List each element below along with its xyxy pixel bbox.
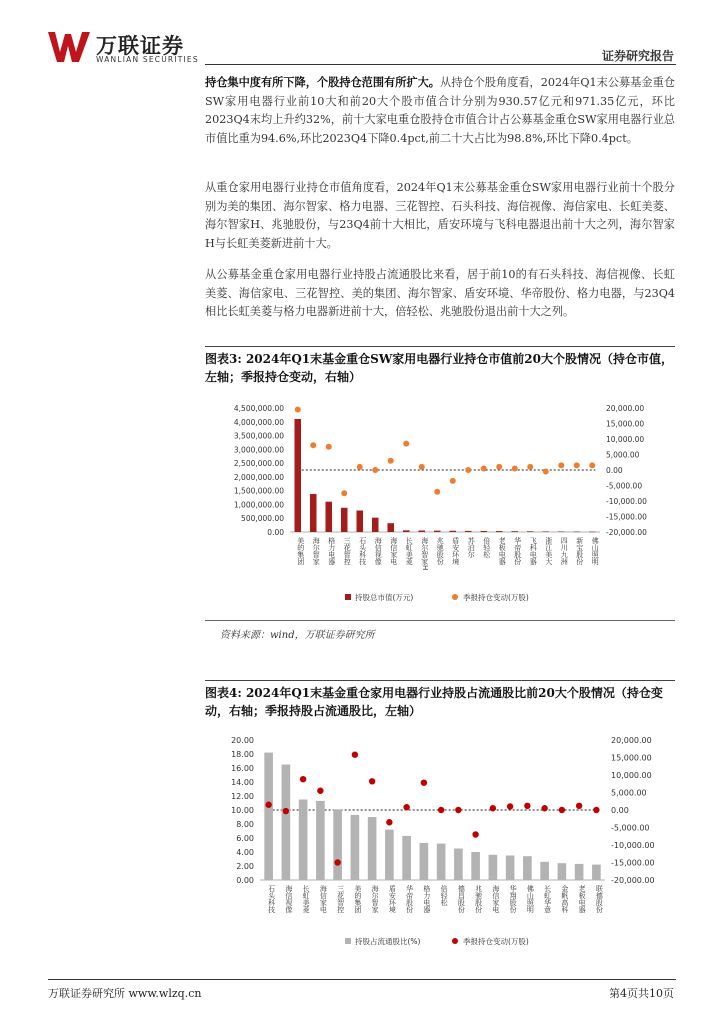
bar — [573, 532, 580, 533]
bar — [372, 518, 379, 532]
category-label: 兆驰股份 — [436, 537, 445, 565]
right-axis-tick-label: -10,000.00 — [606, 497, 647, 506]
bar — [558, 532, 565, 533]
bar — [496, 531, 503, 532]
paragraph-lead-bold: 持仓集中度有所下降，个股持仓范围有所扩大。 — [205, 75, 440, 89]
right-axis-tick-label: -10,000.00 — [611, 841, 655, 850]
bar — [403, 530, 410, 532]
bar — [465, 531, 472, 532]
bar — [437, 844, 446, 880]
paragraph-market-value: 从重仓家用电器行业持仓市值角度看，2024年Q1末公募基金重仓SW家用电器行业前十个股分别为美的集团、海尔智家、格力电器、三花智控、石头科技、海信视像、海信家电、长虹美菱、海尔智家H、兆驰股份，与23Q4前十大相比，盾安环境与飞科电器退出前十大之列，海尔智家H与长虹美菱新进前十大。 — [205, 181, 675, 250]
right-axis-tick-label: 15,000.00 — [611, 753, 652, 763]
bar — [418, 530, 425, 532]
scatter-point — [438, 807, 444, 813]
legend-bar-swatch — [345, 938, 351, 944]
category-label: 华帝股份 — [513, 537, 522, 565]
figure3-chart — [205, 395, 675, 615]
scatter-point — [283, 808, 289, 814]
scatter-point — [421, 780, 427, 786]
scatter-point — [527, 464, 533, 470]
left-axis-tick-label: 14.00 — [231, 778, 254, 787]
bar — [511, 531, 518, 532]
left-axis-tick-label: 4,000,000.00 — [233, 417, 284, 427]
legend-dot-label: 季报持仓变动(万股) — [463, 937, 529, 946]
scatter-point — [481, 465, 487, 471]
scatter-point — [541, 805, 547, 811]
category-label: 兆驰股份 — [474, 885, 483, 913]
category-label: 佛山照明 — [526, 885, 535, 913]
right-axis-tick-label: 20,000.00 — [606, 404, 645, 413]
bar — [333, 809, 342, 880]
scatter-point — [543, 469, 549, 475]
left-axis-tick-label: 4,500,000.00 — [233, 404, 284, 413]
bar — [325, 502, 332, 532]
category-label: 美的集团 — [296, 537, 305, 565]
bar — [449, 531, 456, 532]
category-label: 海信家电 — [491, 885, 500, 913]
scatter-point — [576, 803, 582, 809]
right-axis-tick-label: 15,000.00 — [606, 419, 645, 429]
bar — [471, 852, 480, 880]
bar — [402, 836, 411, 880]
left-axis-tick-label: 6.00 — [236, 834, 254, 843]
figure4-chart — [205, 730, 675, 955]
category-label: 长虹美菱 — [302, 885, 311, 913]
footer-page-number: 第4页共10页 — [609, 987, 674, 1000]
scatter-point — [300, 776, 306, 782]
figure4-title: 图表4: 2024年Q1末基金重仓家用电器行业持股占流通股比前20大个股情况（持仓变动，右轴；季报持股占流通股比，左轴） — [205, 686, 663, 718]
right-axis-tick-label: 0.00 — [606, 466, 623, 475]
figure3-bottom-rule — [205, 620, 675, 621]
bar — [527, 531, 534, 532]
scatter-point — [334, 859, 340, 865]
category-label: 倍轻松 — [440, 885, 449, 906]
bar — [310, 494, 317, 532]
left-axis-tick-label: 0.00 — [236, 876, 254, 885]
scatter-point — [326, 444, 332, 450]
category-label: 格力电器 — [422, 885, 431, 913]
category-label: 金帆高科 — [560, 885, 569, 913]
category-label: 华帝股份 — [405, 885, 414, 913]
bar — [592, 865, 601, 880]
left-axis-tick-label: 8.00 — [236, 820, 254, 829]
category-label: 海尔智家 — [371, 885, 380, 913]
bar — [282, 765, 291, 881]
category-label: 石头科技 — [267, 885, 276, 913]
left-axis-tick-label: 10.00 — [231, 806, 254, 815]
category-label: 海信视像 — [284, 885, 293, 913]
category-label: 长虹美菱 — [405, 537, 414, 565]
category-label: 苏泊尔 — [467, 537, 476, 558]
footer-org: 万联证券研究所 www.wlzq.cn — [48, 987, 202, 1000]
scatter-point — [496, 464, 502, 470]
left-axis-tick-label: 12.00 — [231, 792, 254, 801]
header-divider — [205, 64, 676, 65]
bar — [489, 855, 498, 880]
scatter-point — [559, 807, 565, 813]
scatter-point — [341, 490, 347, 496]
category-label: 格力电器 — [327, 537, 336, 565]
category-label: 长虹华意 — [543, 885, 552, 913]
left-axis-tick-label: 1,500,000.00 — [233, 486, 284, 496]
bar — [420, 843, 429, 880]
left-axis-tick-label: 16.00 — [231, 764, 254, 773]
scatter-point — [388, 458, 394, 464]
scatter-point — [490, 805, 496, 811]
category-label: 老板电器 — [578, 885, 587, 913]
scatter-point — [295, 407, 301, 413]
left-axis-tick-label: 1,000,000.00 — [233, 500, 284, 510]
scatter-point — [472, 831, 478, 837]
right-axis-tick-label: 10,000.00 — [606, 435, 645, 444]
category-label: 海信视像 — [374, 537, 383, 565]
left-axis-tick-label: 3,000,000.00 — [233, 445, 284, 455]
bar — [542, 531, 549, 532]
bar — [264, 753, 273, 880]
left-axis-tick-label: 20.00 — [231, 736, 254, 745]
scatter-point — [386, 819, 392, 825]
right-axis-tick-label: -5,000.00 — [611, 823, 650, 833]
category-label: 浙江美大 — [544, 537, 553, 565]
right-axis-tick-label: 5,000.00 — [606, 450, 640, 460]
brand-name-cn: 万联证券 — [96, 34, 184, 58]
page-header — [0, 0, 724, 70]
bar — [558, 863, 567, 880]
category-label: 德昌股份 — [457, 885, 466, 913]
right-axis-tick-label: -5,000.00 — [606, 481, 643, 491]
bar — [351, 815, 360, 880]
bar — [294, 419, 301, 532]
bar — [480, 531, 487, 532]
category-label: 三花智控 — [343, 537, 352, 565]
bar — [523, 856, 532, 880]
scatter-point — [593, 807, 599, 813]
report-type-label: 证券研究报告 — [601, 49, 674, 63]
right-axis-tick-label: -20,000.00 — [606, 528, 647, 537]
left-axis-tick-label: 2.00 — [236, 862, 254, 871]
scatter-point — [589, 462, 595, 468]
figure4-top-rule — [205, 680, 675, 681]
bar — [454, 849, 463, 881]
category-label: 盾安环境 — [451, 537, 460, 565]
category-label: 飞科电器 — [529, 537, 538, 565]
right-axis-tick-label: 0.00 — [611, 806, 629, 815]
right-axis-tick-label: -20,000.00 — [611, 876, 655, 885]
category-label: 老板电器 — [498, 537, 507, 565]
bar — [356, 511, 363, 532]
scatter-point — [574, 462, 580, 468]
category-label: 海尔智家H — [420, 537, 429, 571]
category-label: 海尔智家 — [312, 537, 321, 565]
right-axis-tick-label: 20,000.00 — [611, 736, 652, 745]
category-label: 石头科技 — [358, 537, 367, 565]
right-axis-tick-label: 5,000.00 — [611, 788, 647, 798]
scatter-point — [558, 462, 564, 468]
left-axis-tick-label: 0.00 — [267, 528, 284, 537]
scatter-point — [524, 803, 530, 809]
category-label: 联德股份 — [595, 885, 604, 913]
scatter-point — [403, 804, 409, 810]
right-axis-tick-label: -15,000.00 — [611, 858, 655, 868]
bar — [387, 523, 394, 532]
paragraph-float-ratio: 从公募基金重仓家用电器行业持股占流通股比来看，居于前10的有石头科技、海信视像、长虹美菱、海信家电、三花智控、美的集团、海尔智家、盾安环境、华帝股份、格力电器，与23Q4相比长虹美菱与格力电器新进前十大，倍轻松、兆驰股份退出前十大之列。 — [205, 268, 675, 318]
scatter-point — [369, 778, 375, 784]
scatter-point — [265, 802, 271, 808]
paragraph-body: 从持仓个股角度看，2024年Q1末公募基金重仓SW家用电器行业前10大和前20大个股市值合计分别为930.57亿元和971.35亿元，环比2023Q4末均上升约32%，前十大家电重仓股持仓市值合计占公募基金重仓SW家用电器行业总市值比重为94.6%,环比2023Q4下降0.4pct,前二十大占比为98.8%,环比下降0.4pct。 — [205, 76, 675, 145]
left-axis-tick-label: 4.00 — [236, 848, 254, 857]
brand-name-en: WANLIAN SECURITIES — [96, 55, 199, 64]
paragraph-concentration — [205, 73, 675, 148]
left-axis-tick-label: 2,500,000.00 — [233, 459, 284, 469]
scatter-point — [434, 489, 440, 495]
scatter-point — [450, 478, 456, 484]
bar — [434, 531, 441, 532]
left-axis-tick-label: 2,000,000.00 — [233, 472, 284, 482]
bar — [368, 817, 377, 880]
wanlian-logo-icon — [46, 30, 92, 64]
bar — [506, 856, 515, 881]
legend-dot-label: 季报持仓变动(万股) — [463, 593, 529, 602]
category-label: 新宝股份 — [575, 537, 584, 565]
legend-bar-swatch — [345, 594, 351, 600]
figure3-source: 资料来源：wind，万联证券研究所 — [220, 630, 375, 641]
scatter-point — [512, 465, 518, 471]
bar — [385, 830, 394, 880]
footer-divider — [48, 979, 676, 980]
scatter-point — [455, 807, 461, 813]
category-label: 海信家电 — [319, 885, 328, 913]
scatter-point — [507, 803, 513, 809]
left-axis-tick-label: 500,000.00 — [241, 514, 284, 524]
scatter-point — [372, 467, 378, 473]
scatter-point — [317, 788, 323, 794]
category-label: 倍轻松 — [482, 537, 491, 558]
category-label: 四川九洲 — [560, 537, 569, 565]
category-label: 美的集团 — [353, 885, 362, 913]
figure3-title: 图表3: 2024年Q1末基金重仓SW家用电器行业持仓市值前20大个股情况（持仓市值，左轴；季报持仓变动，右轴） — [205, 352, 674, 384]
legend-bar-label: 持股占流通股比(%) — [355, 937, 421, 946]
right-axis-tick-label: 10,000.00 — [611, 771, 652, 780]
category-label: 三花智控 — [336, 885, 345, 913]
legend-dot-swatch — [452, 938, 458, 944]
bar — [316, 801, 325, 880]
legend-dot-swatch — [452, 594, 458, 600]
scatter-point — [352, 752, 358, 758]
left-axis-tick-label: 3,500,000.00 — [233, 431, 284, 441]
category-label: 海信家电 — [389, 537, 398, 565]
bar — [341, 508, 348, 532]
scatter-point — [419, 464, 425, 470]
legend-bar-label: 持股总市值(万元) — [355, 593, 414, 602]
bar — [540, 862, 549, 880]
bar — [589, 532, 596, 533]
category-label: 盾安环境 — [388, 885, 397, 913]
category-label: 佛山照明 — [591, 537, 600, 565]
left-axis-tick-label: 18.00 — [231, 750, 254, 759]
bar — [299, 800, 308, 881]
scatter-point — [357, 464, 363, 470]
bar — [575, 864, 584, 880]
scatter-point — [310, 442, 316, 448]
figure3-top-rule — [205, 346, 675, 347]
right-axis-tick-label: -15,000.00 — [606, 512, 647, 522]
scatter-point — [403, 441, 409, 447]
scatter-point — [465, 467, 471, 473]
category-label: 华翔股份 — [509, 885, 518, 913]
